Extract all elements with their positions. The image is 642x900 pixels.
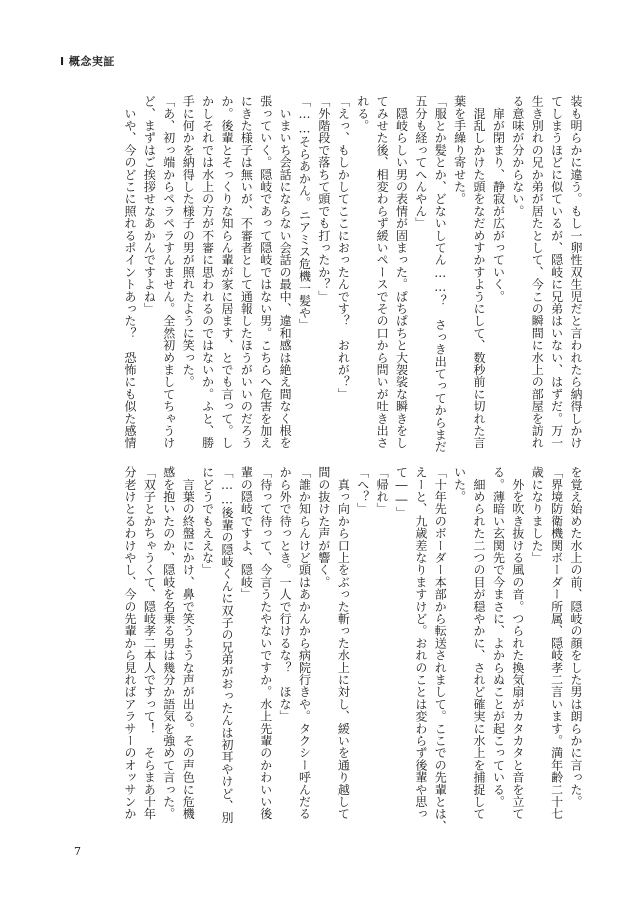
text-line: 「へ？」 xyxy=(355,466,370,515)
text-line: 言葉の終盤にかけ、鼻で笑うような声が出る。その声色に危機 xyxy=(181,466,196,820)
text-line: てみせた後、相変わらず緩いペースでその口から問いが吐き出さ xyxy=(375,95,390,449)
text-line: 扉が閉まり、静寂が広がっていく。 xyxy=(491,95,506,303)
text-line: 感を抱いたのか、隠岐を名乗る男は幾分か語気を強めて言った。 xyxy=(161,466,176,820)
text-line: 細められた二つの目が穏やかに、されど確実に水上を捕捉して xyxy=(472,466,487,820)
text-line: 真っ向から口上をぶった斬った水上に対し、緩いを通り越して xyxy=(336,466,351,820)
running-header: Ⅰ 概念実証 xyxy=(60,55,115,68)
text-line: にどうでもええな」 xyxy=(200,466,215,576)
text-line: 「帰れ」 xyxy=(375,466,390,515)
text-line: 「誰か知らんけど頭はあかんから病院行きや。タクシー呼んだる xyxy=(297,466,312,820)
text-line: 「えっ、もしかしてここにおったんです？ おれが？」 xyxy=(336,95,351,400)
text-line: 歳になりました」 xyxy=(530,466,545,564)
text-line: いた。 xyxy=(452,466,467,503)
text-line: 隠岐らしい男の表情が固まった。ぱちぱちと大袈裟な瞬きをし xyxy=(394,95,409,449)
text-line: 「あ、初っ端からペラペラすんません。全然初めましてちゃうけ xyxy=(161,95,176,449)
text-line: 「双子とかちゃうくて、隠岐孝二本人ですって！ そらまあ十年 xyxy=(142,466,157,820)
text-line: 張っていく。隠岐であって隠岐ではない男。こちらへ危害を加え xyxy=(258,95,273,449)
text-line: る意味が分からない。 xyxy=(510,95,525,217)
text-line: 外を吹き抜ける風の音。つられた換気扇がカタカタと音を立て xyxy=(510,466,525,820)
text-line: て――」 xyxy=(394,466,409,519)
text-line: 間の抜けた声が響く。 xyxy=(316,466,331,588)
text-line: 「十年先のボーダー本部から転送されまして。ここでの先輩とは、 xyxy=(433,466,448,832)
text-line: 「外階段で落ちて頭でも打ったか？」 xyxy=(316,95,331,303)
text-line: 混乱しかけた頭をなだめすかすようにして、数秒前に切れた言 xyxy=(472,95,487,449)
text-line: 「界境防衛機関ボーダー所属、隠岐孝二言います。満年齢二十七 xyxy=(549,466,564,820)
text-line: 生き別れの兄か弟が居たとして、今この瞬間に水上の部屋を訪れ xyxy=(530,95,545,449)
text-line: 葉を手繰り寄せた。 xyxy=(452,95,467,205)
text-line: から外で待っとき。一人で行けるな？ ほな」 xyxy=(278,466,293,723)
text-line: 手に何かを納得した様子の男が照れたように笑った。 xyxy=(181,95,196,388)
text-line: いまいち会話にならない会話の最中、違和感は絶え間なく根を xyxy=(278,95,293,449)
text-line: 分老けとるわけやし、今の先輩から見ればアラサーのオッサンか xyxy=(123,466,138,820)
text-line: かしそれでは水上の方が不審に思われるのではないか。ふと、勝 xyxy=(200,95,215,449)
text-line: ど、まずはご挨拶せなあかんですよね」 xyxy=(142,95,157,315)
text-line: 「……そらあかん。ニアミス危機一髪や」 xyxy=(297,95,312,331)
text-line: れる。 xyxy=(355,95,370,132)
text-line: を覚え始めた水上の前、隠岐の顔をした男は朗らかに言った。 xyxy=(569,466,583,808)
page-number: 7 xyxy=(74,845,81,858)
text-line: 「……後輩の隠岐くんに双子の兄弟がおったんは初耳やけど、別 xyxy=(219,466,234,824)
text-line: る。薄暗い玄関先で今まさに、よからぬことが起こっている。 xyxy=(491,466,506,808)
text-line: えーと、九歳差なりますけど。おれのことは変わらず後輩や思っ xyxy=(413,466,428,820)
lower-text-column xyxy=(75,466,585,836)
text-line: 五分も経ってへんやん」 xyxy=(413,95,428,230)
text-line: いや、今のどこに照れるポイントあった？ 恐怖にも似た感情 xyxy=(123,95,138,449)
text-line: 「服とか髪とか、どないしてん……？ さっき出てってからまだ xyxy=(433,95,448,453)
text-line: てしまうほどに似ているが、隠岐に兄弟はいない、はずだ。万一 xyxy=(549,95,564,449)
text-line: 輩の隠岐ですよ、隠岐」 xyxy=(239,466,254,601)
text-line: 装も明らかに違う。もし一卵性双生児だと言われたら納得しかけ xyxy=(569,95,583,449)
text-line: か。後輩とそっくりな知らん輩が家に居ます、とでも言って。し xyxy=(219,95,234,449)
text-line: 「待って待って、今言うたやないですか。水上先輩のかわいい後 xyxy=(258,466,273,820)
upper-text-column xyxy=(95,95,585,465)
text-line: にきた様子は無いが、不審者として通報したほうがいいのだろう xyxy=(239,95,254,449)
